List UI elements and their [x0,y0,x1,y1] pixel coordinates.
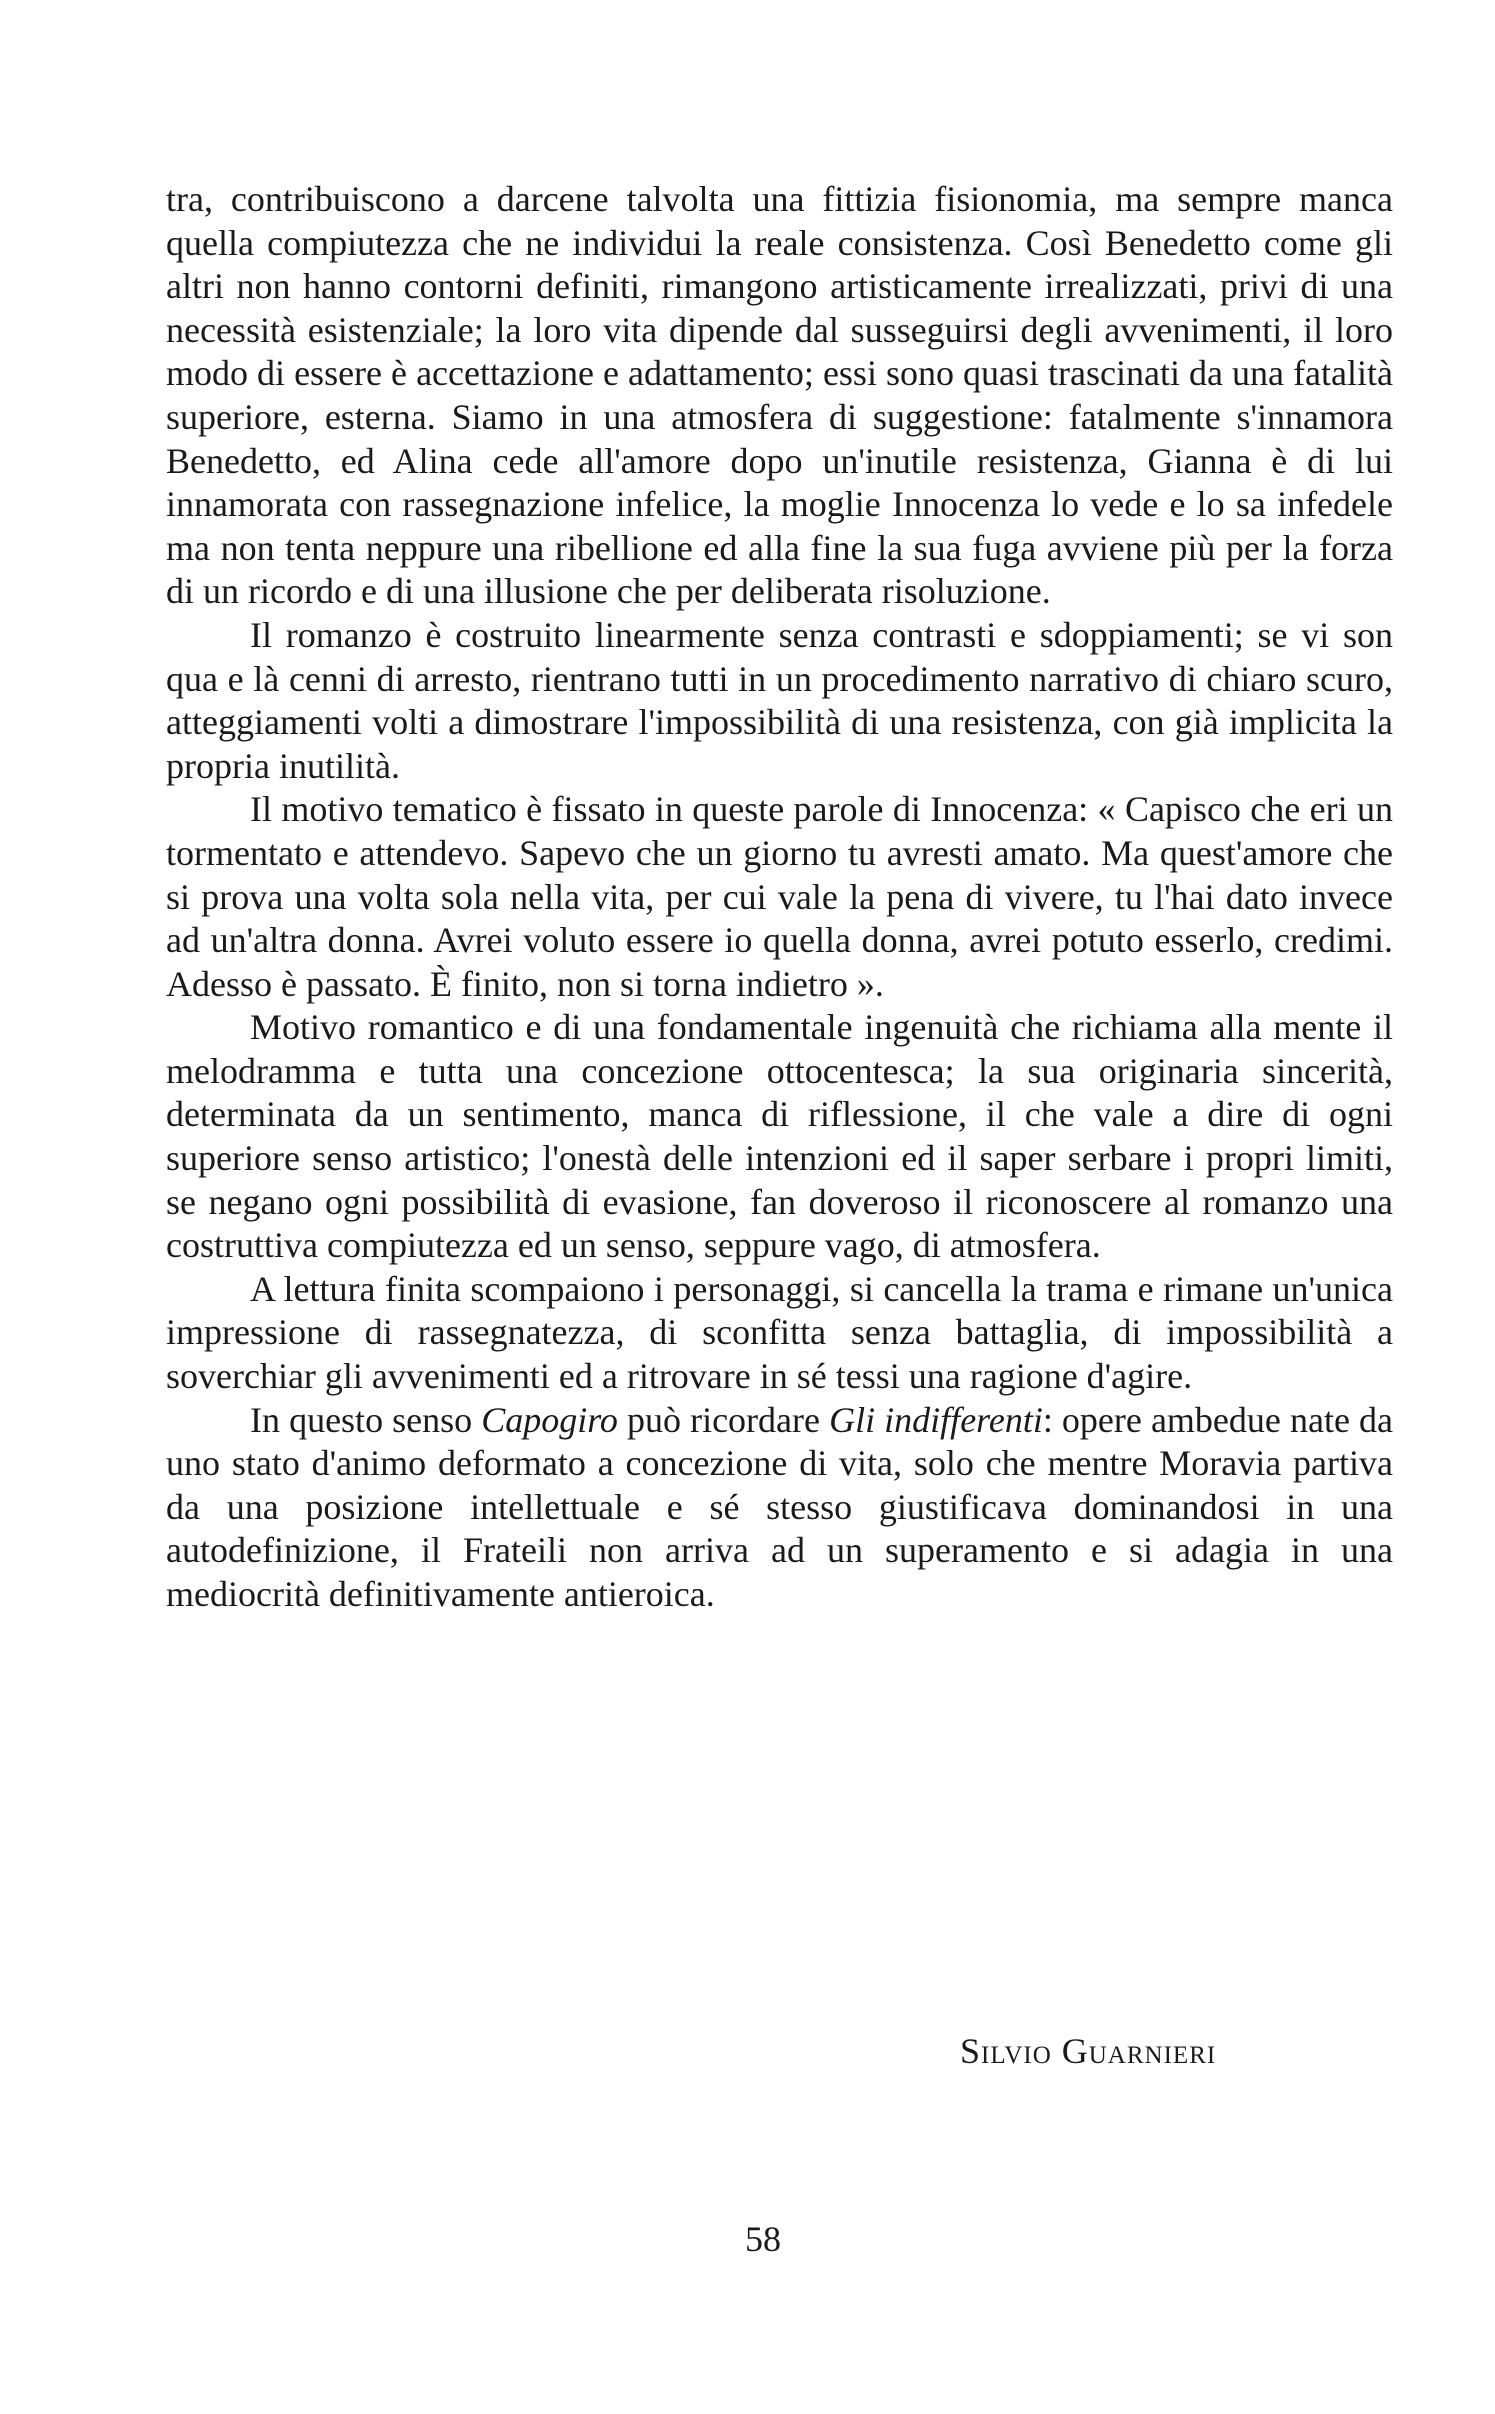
paragraph-2-text: Il romanzo è costruito linearmente senza contrasti e sdoppiamenti; se vi son qua e là cenni di arresto, rientrano tutti in un procedimento narrativo di chiaro scuro, atteggiamenti volti a dimostrare l'impossibilità di una resistenza, con già implicita la propria inutilità. [166,614,1393,786]
paragraph-2 [166,614,1393,788]
page-body [166,178,1393,1617]
author-signature: Silvio Guarnieri [960,2031,1217,2071]
book-title-gli-indifferenti: Gli indifferenti [829,1399,1043,1440]
paragraph-5 [166,1268,1393,1399]
paragraph-3-text: Il motivo tematico è fissato in queste parole di Innocenza: « Capisco che eri un tormentato e attendevo. Sapevo che un giorno tu avresti amato. Ma quest'amore che si prova una volta sola nella vita, per cui vale la pena di vivere, tu l'hai dato invece ad un'altra donna. Avrei voluto essere io quella donna, avrei potuto esserlo, credimi. Adesso è passato. È finito, non si torna indietro ». [166,789,1393,1004]
paragraph-3 [166,788,1393,1006]
paragraph-6-text-a: In questo senso [250,1399,482,1440]
paragraph-6 [166,1399,1393,1617]
paragraph-4 [166,1006,1393,1268]
paragraph-6-text-b: può ricordare [617,1399,830,1440]
paragraph-5-text: A lettura finita scompaiono i personaggi, si cancella la trama e rimane un'unica impressione di rassegnatezza, di sconfitta senza battaglia, di impossibilità a soverchiar gli avvenimenti ed a ritrovare in sé tessi una ragione d'agire. [166,1268,1393,1397]
paragraph-1-text: tra, contribuiscono a darcene talvolta una fittizia fisionomia, ma sempre manca quella compiutezza che ne individui la reale consistenza. Così Benedetto come gli altri non hanno contorni definiti, rimangono artisticamente irrealizzati, privi di una necessità esistenziale; la loro vita dipende dal susseguirsi degli avvenimenti, il loro modo di essere è accettazione e adattamento; essi sono quasi trascinati da una fatalità superiore, esterna. Siamo in una atmosfera di suggestione: fatalmente s'innamora Benedetto, ed Alina cede all'amore dopo un'inutile resistenza, Gianna è di lui innamorata con rassegnazione infelice, la moglie Innocenza lo vede e lo sa infedele ma non tenta neppure una ribellione ed alla fine la sua fuga avviene più per la forza di un ricordo e di una illusione che per deliberata risoluzione. [166,179,1393,612]
book-title-capogiro: Capogiro [481,1399,618,1440]
paragraph-6-text-c: : opere ambedue nate da uno stato d'animo deformato a concezione di vita, solo che mentre Moravia partiva da una posizione intellettuale e sé stesso giustificava dominandosi in una autodefinizione, il Frateili non arriva ad un superamento e si adagia in una mediocrità definitivamente antieroica. [166,1399,1393,1614]
paragraph-4-text: Motivo romantico e di una fondamentale ingenuità che richiama alla mente il melodramma e tutta una concezione ottocentesca; la sua originaria sincerità, determinata da un sentimento, manca di riflessione, il che vale a dire di ogni superiore senso artistico; l'onestà delle intenzioni ed il saper serbare i propri limiti, se negano ogni possibilità di evasione, fan doveroso il riconoscere al romanzo una costruttiva compiutezza ed un senso, seppure vago, di atmosfera. [166,1007,1393,1266]
page-number: 58 [745,2219,781,2259]
paragraph-1 [166,178,1393,614]
